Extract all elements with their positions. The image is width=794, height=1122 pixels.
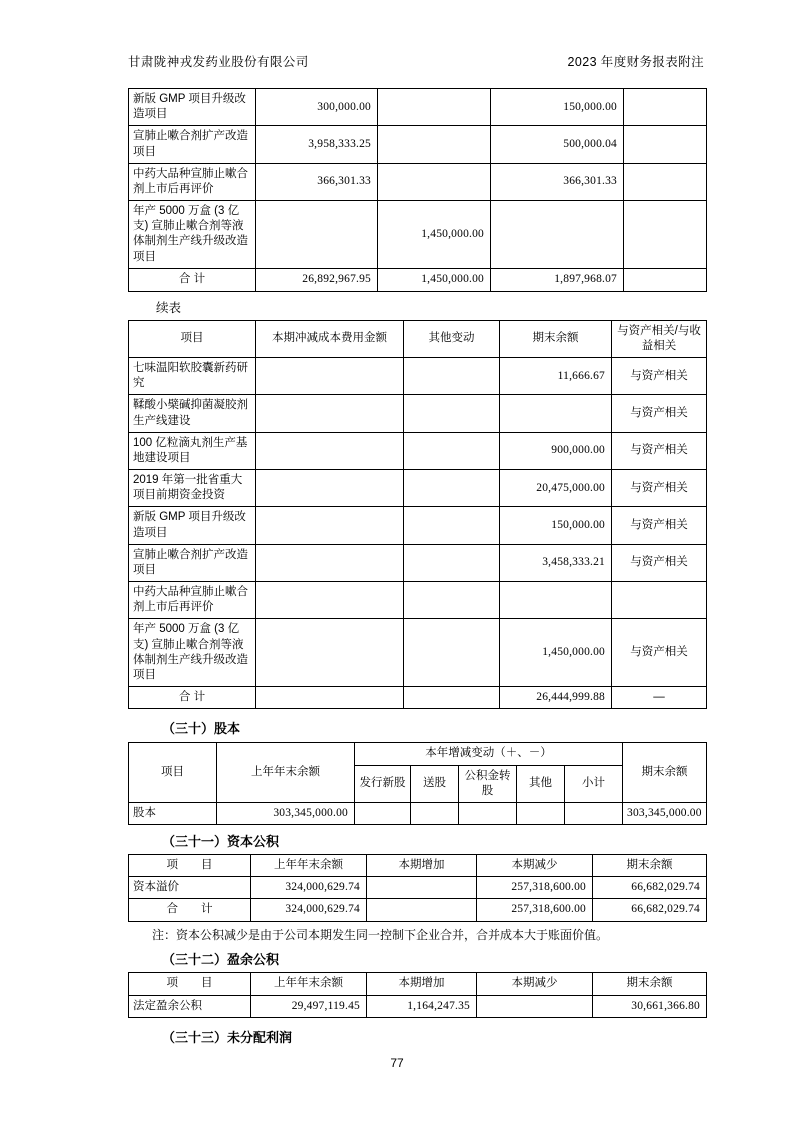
cell-value xyxy=(500,582,612,619)
cell-value xyxy=(624,268,707,291)
cell-value xyxy=(256,507,404,544)
cell-value: 257,318,600.00 xyxy=(477,877,593,899)
cell-value xyxy=(477,995,593,1017)
col-header-bonus-shares: 送股 xyxy=(411,765,459,802)
cell-item: 鞣酸小檗碱抑菌凝胶剂生产线建设 xyxy=(129,395,256,432)
cell-value: 3,458,333.21 xyxy=(500,544,612,581)
cell-relation: 与资产相关 xyxy=(612,358,707,395)
cell-value xyxy=(624,163,707,200)
cell-value xyxy=(355,802,411,824)
cell-item: 中药大品种宣肺止嗽合剂上市后再评价 xyxy=(129,582,256,619)
cell-value xyxy=(404,619,500,687)
table-row xyxy=(129,507,707,544)
col-header-item: 项 目 xyxy=(129,855,251,877)
cell-value: 303,345,000.00 xyxy=(623,802,707,824)
cell-item: 新版 GMP 项目升级改造项目 xyxy=(129,507,256,544)
deferred-income-table-continued-top xyxy=(128,88,707,292)
col-header-increase: 本期增加 xyxy=(367,973,477,995)
cell-value xyxy=(404,358,500,395)
cell-value: 150,000.00 xyxy=(491,89,624,126)
cell-value xyxy=(624,126,707,163)
table-row xyxy=(129,163,707,200)
cell-item: 股本 xyxy=(129,802,217,824)
cell-value xyxy=(256,395,404,432)
continued-table-label: 续表 xyxy=(156,300,182,315)
col-header-relation: 与资产相关/与收益相关 xyxy=(612,320,707,357)
cell-value: 303,345,000.00 xyxy=(217,802,355,824)
table-header-row xyxy=(129,320,707,357)
surplus-reserve-table xyxy=(128,972,707,1017)
section-title-undistributed-profit: （三十三）未分配利润 xyxy=(162,1029,293,1045)
section-title-surplus-reserve: （三十二）盈余公积 xyxy=(162,952,280,968)
cell-value xyxy=(517,802,565,824)
table-row xyxy=(129,877,707,899)
section-title-capital-reserve: （三十一）资本公积 xyxy=(162,834,280,850)
cell-item: 中药大品种宣肺止嗽合剂上市后再评价 xyxy=(129,163,256,200)
cell-relation: — xyxy=(612,687,707,709)
cell-item: 2019 年第一批省重大项目前期资金投资 xyxy=(129,470,256,507)
cell-relation: 与资产相关 xyxy=(612,395,707,432)
capital-reserve-table xyxy=(128,854,707,922)
cell-value: 66,682,029.74 xyxy=(593,899,707,921)
cell-value xyxy=(256,358,404,395)
cell-value: 66,682,029.74 xyxy=(593,877,707,899)
cell-value: 11,666.67 xyxy=(500,358,612,395)
cell-relation: 与资产相关 xyxy=(612,470,707,507)
col-header-ending-balance: 期末余额 xyxy=(593,973,707,995)
section-title-share-capital: （三十）股本 xyxy=(162,721,241,737)
col-header-offset-amount: 本期冲减成本费用金额 xyxy=(256,320,404,357)
col-header-item: 项目 xyxy=(129,320,256,357)
cell-value: 366,301.33 xyxy=(256,163,378,200)
table-row xyxy=(129,89,707,126)
cell-value xyxy=(404,687,500,709)
cell-item: 宣肺止嗽合剂扩产改造项目 xyxy=(129,544,256,581)
cell-value xyxy=(378,163,491,200)
col-header-beginning-balance: 上年年末余额 xyxy=(251,973,367,995)
cell-value: 500,000.04 xyxy=(491,126,624,163)
cell-item: 资本溢价 xyxy=(129,877,251,899)
cell-value: 3,958,333.25 xyxy=(256,126,378,163)
cell-value xyxy=(367,877,477,899)
col-header-decrease: 本期减少 xyxy=(477,973,593,995)
cell-item: 合 计 xyxy=(129,687,256,709)
cell-relation xyxy=(612,582,707,619)
cell-item: 100 亿粒滴丸剂生产基地建设项目 xyxy=(129,432,256,469)
cell-relation: 与资产相关 xyxy=(612,619,707,687)
share-capital-table xyxy=(128,742,707,825)
deferred-income-table-continued xyxy=(128,320,707,710)
table-row xyxy=(129,582,707,619)
cell-value xyxy=(491,201,624,269)
table-row xyxy=(129,470,707,507)
cell-value xyxy=(256,470,404,507)
cell-value: 257,318,600.00 xyxy=(477,899,593,921)
cell-value xyxy=(404,544,500,581)
cell-value xyxy=(404,507,500,544)
table-row-total xyxy=(129,899,707,921)
cell-value xyxy=(256,619,404,687)
cell-value xyxy=(256,544,404,581)
cell-value: 26,444,999.88 xyxy=(500,687,612,709)
table-row xyxy=(129,432,707,469)
table-row xyxy=(129,619,707,687)
col-header-item: 项 目 xyxy=(129,973,251,995)
table-header-row xyxy=(129,743,707,765)
cell-value xyxy=(256,687,404,709)
cell-item: 年产 5000 万盒 (3 亿支) 宣肺止嗽合剂等液体制剂生产线升级改造项目 xyxy=(129,201,256,269)
cell-value: 20,475,000.00 xyxy=(500,470,612,507)
col-header-ending-balance: 期末余额 xyxy=(500,320,612,357)
table-header-row xyxy=(129,973,707,995)
col-header-changes-group: 本年增减变动（＋、－） xyxy=(355,743,623,765)
col-header-other-changes: 其他变动 xyxy=(404,320,500,357)
table-row-total xyxy=(129,268,707,291)
cell-item: 合 计 xyxy=(129,268,256,291)
cell-value xyxy=(256,432,404,469)
table-row-total xyxy=(129,687,707,709)
page-number: 77 xyxy=(390,1056,404,1070)
cell-value: 29,497,119.45 xyxy=(251,995,367,1017)
col-header-other: 其他 xyxy=(517,765,565,802)
table-row xyxy=(129,802,707,824)
cell-value xyxy=(624,89,707,126)
cell-value xyxy=(500,395,612,432)
cell-value xyxy=(256,201,378,269)
cell-value xyxy=(624,201,707,269)
capital-reserve-note: 注：资本公积减少是由于公司本期发生同一控制下企业合并，合并成本大于账面价值。 xyxy=(152,927,609,942)
cell-value xyxy=(256,582,404,619)
page-header xyxy=(128,52,704,70)
cell-value: 300,000.00 xyxy=(256,89,378,126)
cell-value xyxy=(404,395,500,432)
cell-item: 合 计 xyxy=(129,899,251,921)
cell-item: 宣肺止嗽合剂扩产改造项目 xyxy=(129,126,256,163)
cell-relation: 与资产相关 xyxy=(612,507,707,544)
cell-value: 324,000,629.74 xyxy=(251,877,367,899)
cell-value: 30,661,366.80 xyxy=(593,995,707,1017)
cell-relation: 与资产相关 xyxy=(612,544,707,581)
cell-value: 366,301.33 xyxy=(491,163,624,200)
col-header-ending-balance: 期末余额 xyxy=(623,743,707,803)
table-row xyxy=(129,358,707,395)
cell-value: 1,164,247.35 xyxy=(367,995,477,1017)
table-row xyxy=(129,126,707,163)
table-row xyxy=(129,201,707,269)
col-header-decrease: 本期减少 xyxy=(477,855,593,877)
col-header-item: 项目 xyxy=(129,743,217,803)
cell-item: 七味温阳软胶囊新药研究 xyxy=(129,358,256,395)
cell-item: 新版 GMP 项目升级改造项目 xyxy=(129,89,256,126)
cell-value: 900,000.00 xyxy=(500,432,612,469)
cell-value: 26,892,967.95 xyxy=(256,268,378,291)
cell-value xyxy=(378,89,491,126)
table-row xyxy=(129,544,707,581)
col-header-subtotal: 小计 xyxy=(565,765,623,802)
table-row xyxy=(129,995,707,1017)
cell-value: 324,000,629.74 xyxy=(251,899,367,921)
cell-value xyxy=(404,432,500,469)
cell-item: 年产 5000 万盒 (3 亿支) 宣肺止嗽合剂等液体制剂生产线升级改造项目 xyxy=(129,619,256,687)
page-content xyxy=(128,88,706,1051)
cell-value xyxy=(404,470,500,507)
col-header-beginning-balance: 上年年末余额 xyxy=(217,743,355,803)
cell-value: 1,450,000.00 xyxy=(378,268,491,291)
cell-value: 1,897,968.07 xyxy=(491,268,624,291)
col-header-new-shares: 发行新股 xyxy=(355,765,411,802)
cell-value xyxy=(565,802,623,824)
cell-value: 1,450,000.00 xyxy=(500,619,612,687)
cell-value xyxy=(411,802,459,824)
cell-value: 150,000.00 xyxy=(500,507,612,544)
cell-relation: 与资产相关 xyxy=(612,432,707,469)
col-header-reserve-conversion: 公积金转股 xyxy=(459,765,517,802)
col-header-increase: 本期增加 xyxy=(367,855,477,877)
cell-value xyxy=(367,899,477,921)
cell-item: 法定盈余公积 xyxy=(129,995,251,1017)
cell-value xyxy=(459,802,517,824)
table-header-row xyxy=(129,855,707,877)
cell-value: 1,450,000.00 xyxy=(378,201,491,269)
cell-value xyxy=(378,126,491,163)
table-row xyxy=(129,395,707,432)
cell-value xyxy=(404,582,500,619)
col-header-beginning-balance: 上年年末余额 xyxy=(251,855,367,877)
header-company: 甘肃陇神戎发药业股份有限公司 xyxy=(128,55,309,69)
header-doc-title: 2023 年度财务报表附注 xyxy=(567,55,704,69)
col-header-ending-balance: 期末余额 xyxy=(593,855,707,877)
